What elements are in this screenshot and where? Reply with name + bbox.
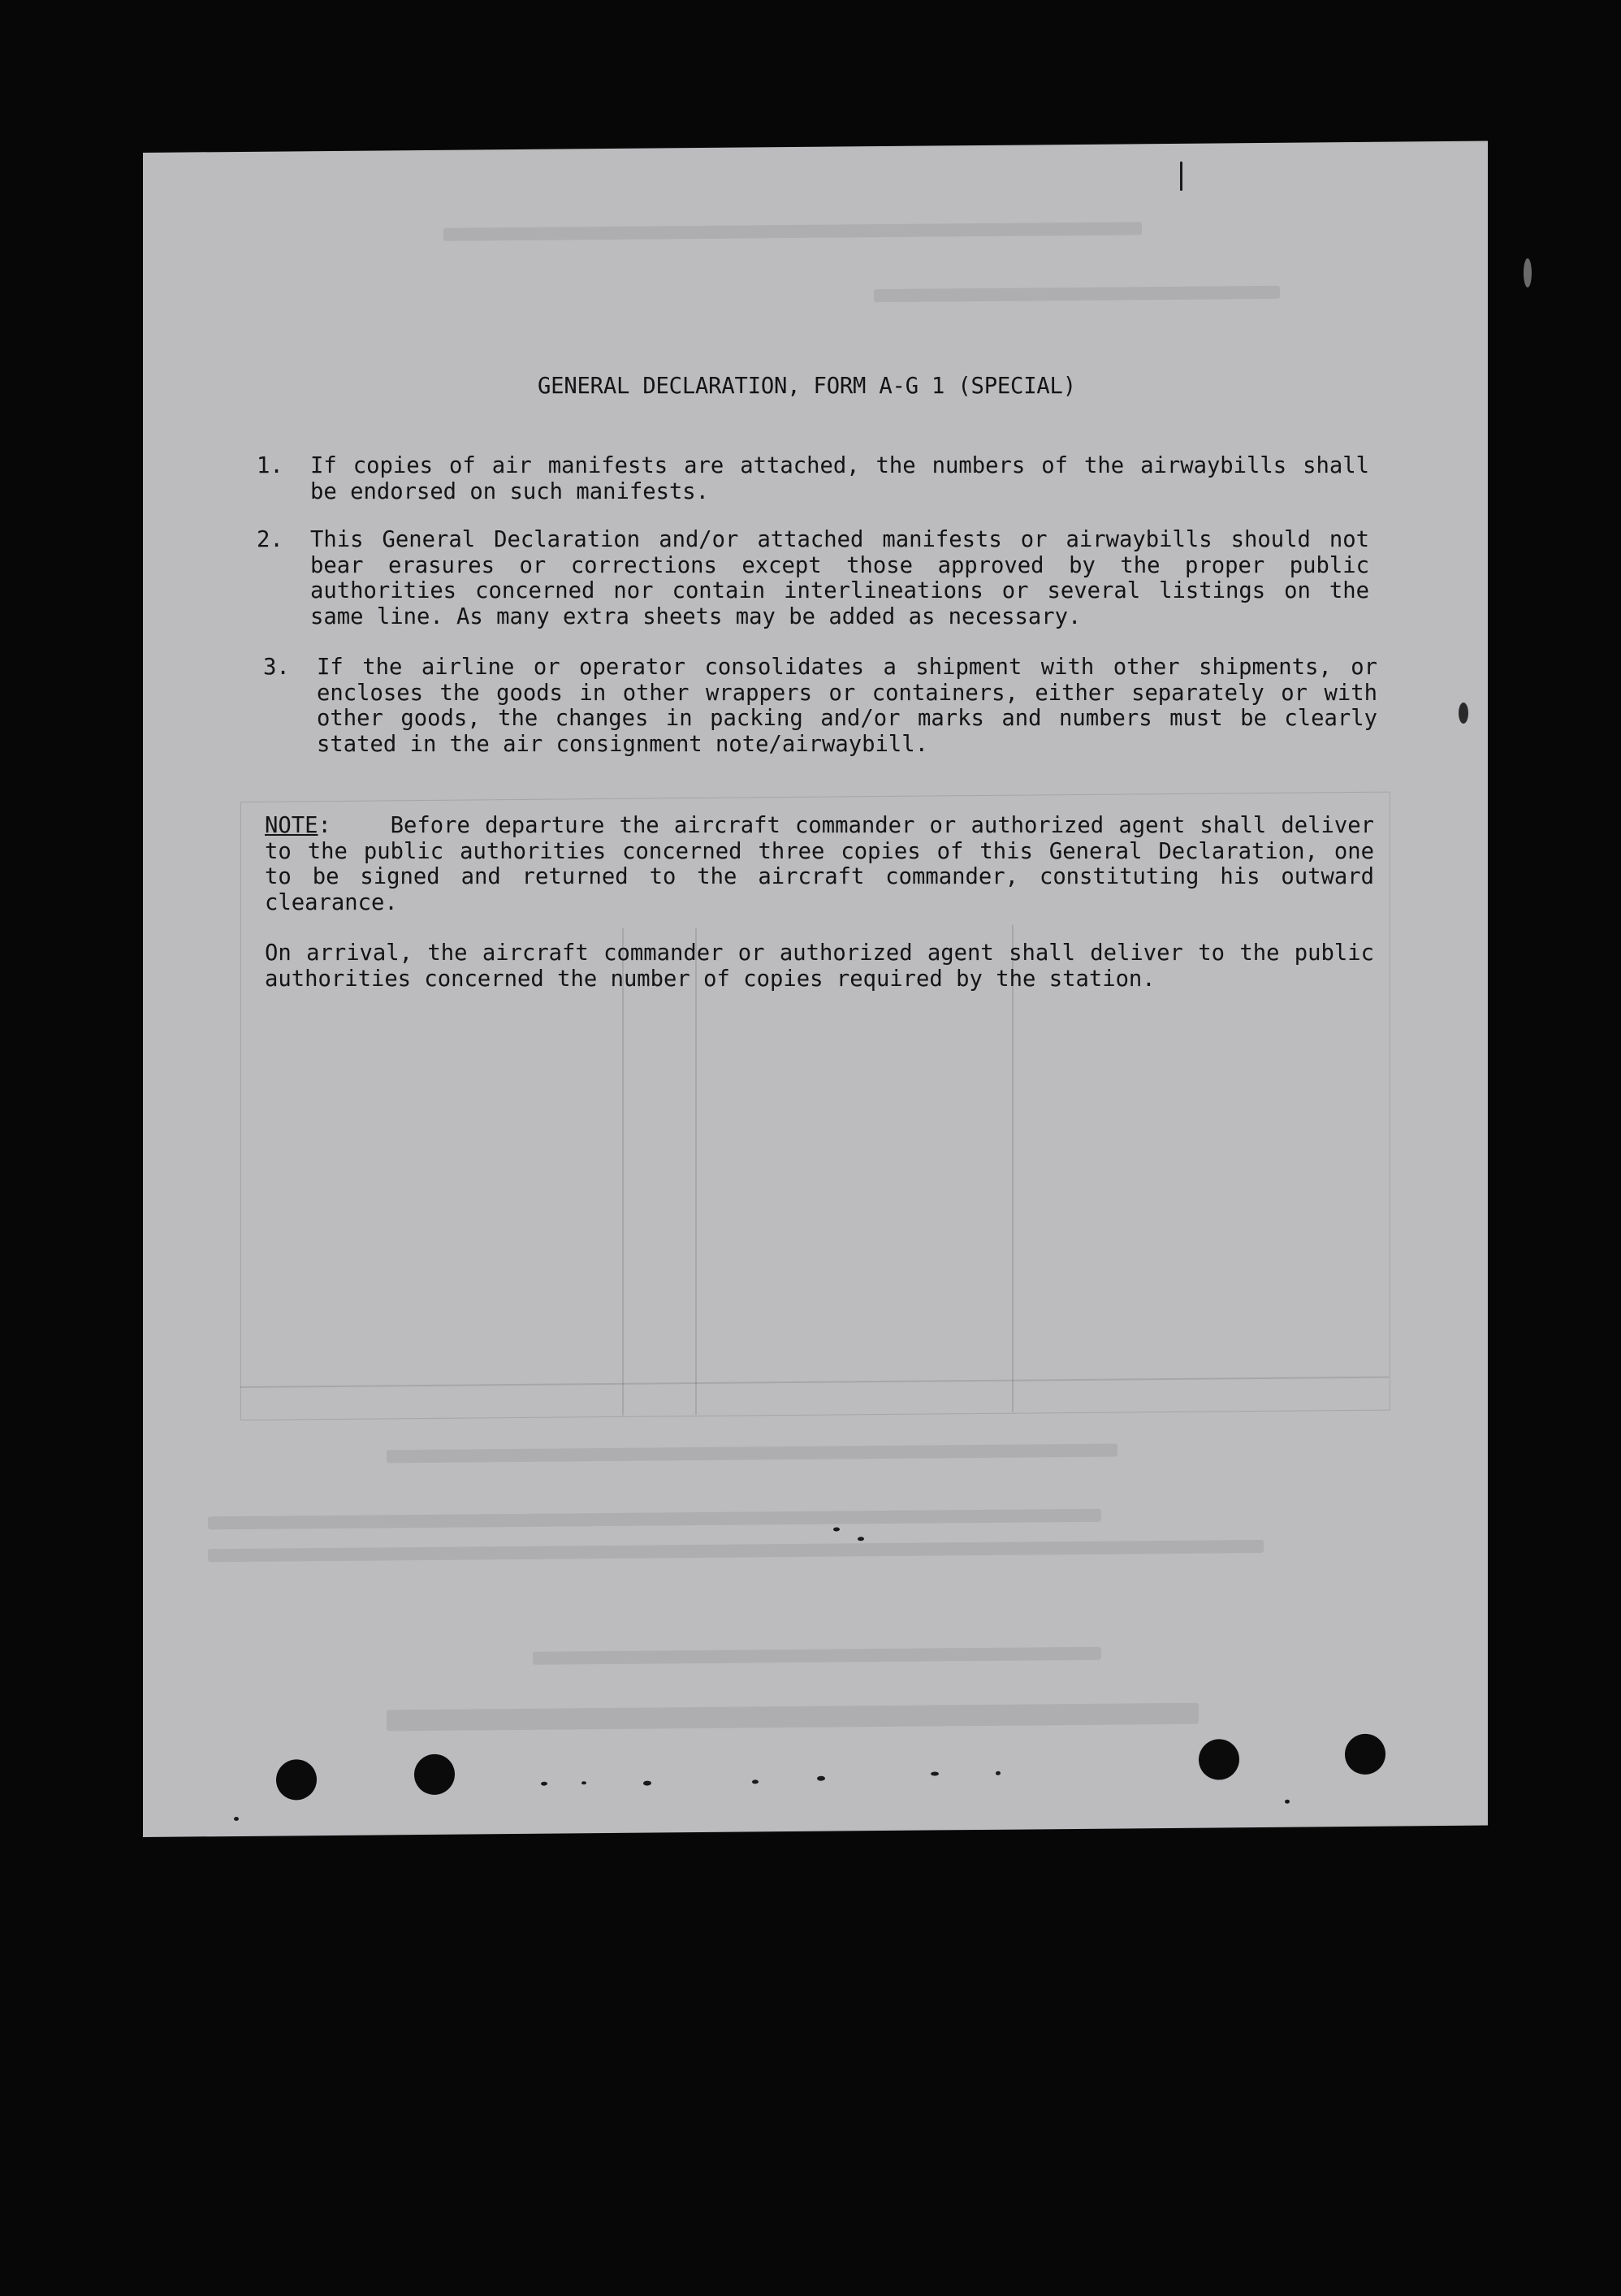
- dust-speck: [1180, 162, 1182, 191]
- dust-speck: [996, 1771, 1001, 1775]
- item-text: If the airline or operator consolidates a shipment with other shipments, or encloses the goods in other wrappers or containers, either separately or with other goods, the changes in packing and/or marks and numbers must be clearly stated in the air consignment note/airwaybill.: [317, 655, 1377, 757]
- dust-speck: [643, 1781, 651, 1786]
- dust-speck: [234, 1817, 239, 1821]
- dust-speck: [858, 1537, 864, 1541]
- instruction-item: [263, 655, 1377, 757]
- punch-hole: [276, 1759, 317, 1800]
- punch-hole: [1199, 1739, 1239, 1779]
- dust-speck: [581, 1781, 586, 1784]
- instruction-item: [257, 527, 1369, 629]
- note-text: Before departure the aircraft commander or authorized agent shall deliver to the public authorities concerned three copies of this General Declaration, one to be signed and returned to the aircraft commander, constituting his outward clearance.: [265, 813, 1375, 915]
- punch-hole: [1345, 1734, 1385, 1775]
- item-text: This General Declaration and/or attached manifests or airwaybills should not bear erasures or corrections except those approved by the proper public authorities concerned nor contain interlineations or several listings on the same line. As many extra sheets may be added as necessary.: [310, 527, 1369, 629]
- item-number: 3.: [263, 655, 290, 680]
- item-number: 2.: [257, 527, 283, 552]
- edge-artifact: [1524, 258, 1532, 288]
- item-number: 1.: [257, 453, 283, 478]
- document-title: GENERAL DECLARATION, FORM A-G 1 (SPECIAL): [538, 374, 1076, 399]
- dust-speck: [541, 1782, 547, 1786]
- document-content: [143, 153, 1488, 1837]
- dust-speck: [752, 1779, 759, 1784]
- dust-speck: [1285, 1800, 1290, 1804]
- dust-speck: [833, 1528, 840, 1532]
- arrival-text: On arrival, the aircraft commander or authorized agent shall deliver to the public authorities concerned the number of copies required by the station.: [265, 940, 1374, 992]
- note-paragraph: NOTE: Before departure the aircraft commander or authorized agent shall deliver to the public authorities concerned three copies of this General Declaration, one to be signed and returned to the aircraft commander, constituting his outward clearance.: [265, 813, 1375, 915]
- note-label: NOTE: [265, 813, 318, 838]
- arrival-paragraph: [265, 940, 1374, 992]
- instruction-item: [257, 453, 1369, 504]
- dust-speck: [817, 1776, 825, 1781]
- edge-artifact: [1459, 703, 1468, 724]
- document-sheet: [143, 141, 1488, 1837]
- punch-hole: [414, 1754, 455, 1795]
- item-text: If copies of air manifests are attached, the numbers of the airwaybills shall be endorsed on such manifests.: [310, 453, 1369, 504]
